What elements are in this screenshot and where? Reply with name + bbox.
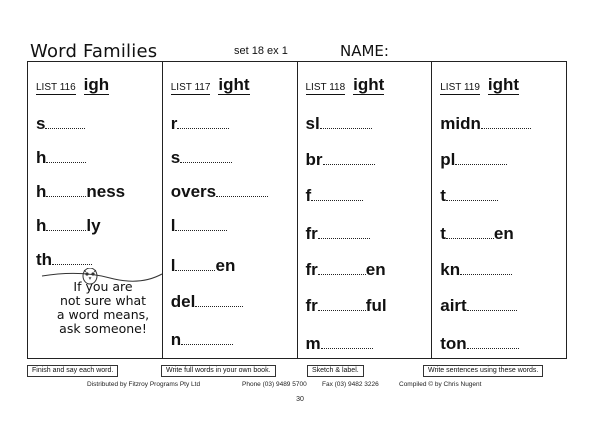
list-pattern: ight — [353, 75, 385, 94]
list-pattern: ight — [218, 75, 250, 94]
word-prefix: sl — [305, 114, 320, 133]
note-line: If you are — [73, 279, 133, 294]
owl-note — [40, 268, 164, 358]
word-blank[interactable] — [46, 148, 86, 163]
instruction-box: Sketch & label. — [307, 365, 364, 377]
word-prefix: fr — [305, 224, 318, 243]
word-item — [440, 334, 518, 354]
word-item — [36, 148, 86, 168]
word-suffix: ness — [86, 182, 126, 201]
word-item — [440, 296, 516, 316]
word-blank[interactable] — [481, 114, 531, 129]
word-blank[interactable] — [177, 114, 229, 129]
word-blank[interactable] — [318, 260, 366, 275]
word-blank[interactable] — [175, 256, 215, 271]
fax-text: Fax (03) 9482 3226 — [322, 381, 379, 388]
word-prefix: th — [36, 250, 53, 269]
word-prefix: airt — [440, 296, 467, 315]
list-header — [171, 76, 250, 95]
word-suffix: en — [365, 260, 386, 279]
list-header — [36, 76, 109, 95]
word-item — [36, 114, 85, 134]
word-prefix: l — [170, 216, 176, 235]
list-number: LIST 119 — [440, 82, 480, 93]
compiled-text: Compiled © by Chris Nugent — [399, 381, 482, 388]
word-prefix: m — [305, 334, 321, 353]
word-item — [440, 186, 498, 206]
word-item — [36, 216, 101, 236]
word-prefix: h — [36, 148, 47, 167]
word-item — [171, 330, 233, 350]
word-item — [171, 256, 236, 276]
word-item — [306, 114, 372, 134]
word-blank[interactable] — [320, 114, 372, 129]
word-suffix: ly — [86, 216, 101, 235]
distributor-text: Distributed by Fitzroy Programs Pty Ltd — [87, 381, 201, 388]
word-blank[interactable] — [318, 296, 366, 311]
word-item — [440, 260, 512, 280]
word-blank[interactable] — [46, 182, 86, 197]
word-item — [171, 292, 244, 312]
word-prefix: br — [305, 150, 323, 169]
page-title: Word Families — [30, 41, 158, 62]
word-suffix: en — [493, 224, 514, 243]
list-column-117 — [162, 62, 297, 358]
list-header — [306, 76, 385, 95]
instruction-row — [27, 365, 567, 379]
word-blank[interactable] — [52, 250, 92, 265]
word-prefix: ton — [440, 334, 467, 353]
word-item — [306, 224, 370, 244]
word-blank[interactable] — [318, 224, 370, 239]
word-blank[interactable] — [181, 330, 233, 345]
word-prefix: f — [305, 186, 312, 205]
note-text — [44, 280, 162, 336]
word-item — [306, 296, 387, 316]
word-suffix: en — [215, 256, 236, 275]
word-blank[interactable] — [311, 186, 363, 201]
word-prefix: l — [170, 256, 176, 275]
page-number: 30 — [296, 396, 304, 403]
word-prefix: midn — [440, 114, 481, 133]
list-pattern: igh — [83, 75, 110, 94]
word-item — [440, 224, 514, 244]
word-prefix: s — [36, 114, 46, 133]
word-item — [306, 186, 364, 206]
word-prefix: fr — [305, 260, 318, 279]
list-column-119 — [431, 62, 566, 358]
word-item — [36, 182, 125, 202]
list-header — [440, 76, 519, 95]
word-prefix: overs — [170, 182, 217, 201]
word-blank[interactable] — [195, 292, 243, 307]
word-blank[interactable] — [446, 186, 498, 201]
word-family-sheet — [27, 61, 567, 359]
instruction-box: Write full words in your own book. — [161, 365, 276, 377]
note-line: a word means, — [56, 307, 150, 322]
word-blank[interactable] — [175, 216, 227, 231]
word-item — [306, 150, 375, 170]
word-blank[interactable] — [323, 150, 375, 165]
set-label: set 18 ex 1 — [234, 45, 288, 57]
phone-text: Phone (03) 9489 5700 — [242, 381, 307, 388]
word-blank[interactable] — [45, 114, 85, 129]
word-blank[interactable] — [467, 334, 519, 349]
word-prefix: t — [440, 224, 446, 243]
note-line: not sure what — [59, 293, 147, 308]
word-blank[interactable] — [216, 182, 268, 197]
word-item — [171, 216, 228, 236]
list-number: LIST 118 — [305, 82, 346, 93]
word-prefix: kn — [440, 260, 461, 279]
word-item — [440, 114, 531, 134]
word-item — [171, 148, 232, 168]
list-number: LIST 116 — [36, 82, 76, 93]
word-item — [306, 260, 386, 280]
word-item — [171, 114, 230, 134]
word-suffix: ful — [365, 296, 387, 315]
word-blank[interactable] — [321, 334, 373, 349]
list-column-118 — [297, 62, 432, 358]
word-prefix: r — [170, 114, 178, 133]
word-prefix: h — [36, 216, 47, 235]
word-prefix: n — [170, 330, 182, 349]
list-column-116 — [28, 62, 162, 358]
word-blank[interactable] — [467, 296, 517, 311]
word-blank[interactable] — [46, 216, 86, 231]
word-item — [171, 182, 268, 202]
name-label: NAME: — [340, 42, 389, 60]
word-prefix: fr — [305, 296, 318, 315]
note-line: ask someone! — [59, 321, 147, 336]
word-prefix: t — [440, 186, 446, 205]
word-blank[interactable] — [446, 224, 494, 239]
word-blank[interactable] — [180, 148, 232, 163]
word-prefix: del — [170, 292, 196, 311]
list-pattern: ight — [487, 75, 520, 94]
instruction-box: Write sentences using these words. — [423, 365, 543, 377]
word-item — [440, 150, 507, 170]
instruction-box: Finish and say each word. — [27, 365, 118, 377]
word-blank[interactable] — [455, 150, 507, 165]
word-prefix: h — [36, 182, 47, 201]
word-prefix: pl — [440, 150, 456, 169]
list-number: LIST 117 — [170, 82, 211, 93]
word-blank[interactable] — [460, 260, 512, 275]
word-prefix: s — [170, 148, 181, 167]
word-item — [36, 250, 92, 270]
word-item — [306, 334, 373, 354]
